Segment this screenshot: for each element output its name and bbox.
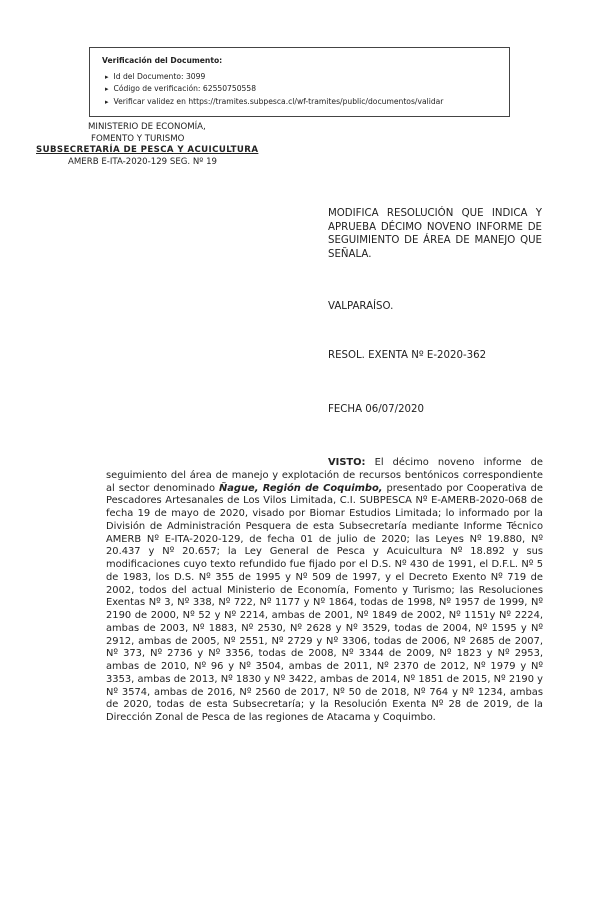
resolution-subject: MODIFICA RESOLUCIÓN QUE INDICA Y APRUEBA DÉCIMO NOVENO INFORME DE SEGUIMIENTO DE ÁREA DE MANEJO QUE SEÑALA. [328,208,542,260]
place: VALPARAÍSO. [328,301,394,312]
visto-text-2: presentado por Cooperativa de Pescadores Artesanales de Los Vilos Limitada, C.I. SUBPESCA Nº E-AMERB-2020-068 de fecha 19 de mayo de 2020, visado por Biomar Estudios Limitada; lo informado por la División de Administración Pesquera de esta Subsecretaría mediante Informe Técnico AMERB Nº E-ITA-2020-129, de fecha 01 de julio de 2020; las Leyes Nº 19.880, Nº 20.437 y Nº 20.657; la Ley General de Pesca y Acuicultura Nº 18.892 y sus modificaciones cuyo texto refundido fue fijado por el D.S. Nº 430 de 1991, el D.F.L. Nº 5 de 1983, los D.S. Nº 355 de 1995 y Nº 509 de 1997, y el Decreto Exento Nº 719 de 2002, todos del actual Ministerio de Economía, Fomento y Turismo; las Resoluciones Exentas Nº 3, Nº 338, Nº 722, Nº 1177 y Nº 1864, todas de 1998, Nº 1957 de 1999, Nº 2190 de 2000, Nº 52 y Nº 2214, ambas de 2001, Nº 1849 de 2002, Nº 1151y Nº 2224, ambas de 2003, Nº 1883, Nº 2530, Nº 2628 y Nº 3529, todas de 2004, Nº 1595 y Nº 2912, ambas de 2005, Nº 2551, Nº 2729 y Nº 3306, todas de 2006, Nº 2685 de 2007, Nº 373, Nº 2736 y Nº 3356, todas de 2008, Nº 3344 de 2009, Nº 1823 y Nº 2953, ambas de 2010, Nº 96 y Nº 3504, ambas de 2011, Nº 2370 de 2012, Nº 1979 y Nº 3353, ambas de 2013, Nº 1830 y Nº 3422, ambas de 2014, Nº 1851 de 2015, Nº 2190 y Nº 3574, ambas de 2016, Nº 2560 de 2017, Nº 50 de 2018, Nº 764 y Nº 1234, ambas de 2020, todas de esta Subsecretaría; y la Resolución Exenta Nº 28 de 2019, de la Dirección Zonal de Pesca de las regiones de Atacama y Coquimbo. [106,482,544,723]
resolution-date: FECHA 06/07/2020 [328,404,424,415]
verification-link[interactable]: ▸ Verificar validez en https://tramites.subpesca.cl/wf-tramites/public/documentos/validar [102,96,499,109]
visto-label: VISTO: [328,457,366,468]
resolution-number: RESOL. EXENTA Nº E-2020-362 [328,350,487,361]
ministry-line-2: FOMENTO Y TURISMO [91,133,185,144]
verification-code: ▸ Código de verificación: 62550750558 [102,83,499,96]
document-id: ▸ Id del Documento: 3099 [102,71,499,84]
ministry-line-1: MINISTERIO DE ECONOMÍA, [88,122,206,132]
verification-list [102,71,499,109]
visto-sector: Ñague, Región de Coquimbo, [218,482,383,494]
visto-paragraph [106,457,543,725]
reference-number: AMERB E-ITA-2020-129 SEG. Nº 19 [68,156,218,167]
visto-text-1: El décimo noveno informe de seguimiento del área de manejo y explotación de recursos bentónicos correspondiente al sector denominado [106,457,543,494]
verification-box [89,47,510,117]
subsecretaria-title: SUBSECRETARÍA DE PESCA Y ACUICULTURA [36,145,259,156]
verification-title: Verificación del Documento: [102,56,223,65]
